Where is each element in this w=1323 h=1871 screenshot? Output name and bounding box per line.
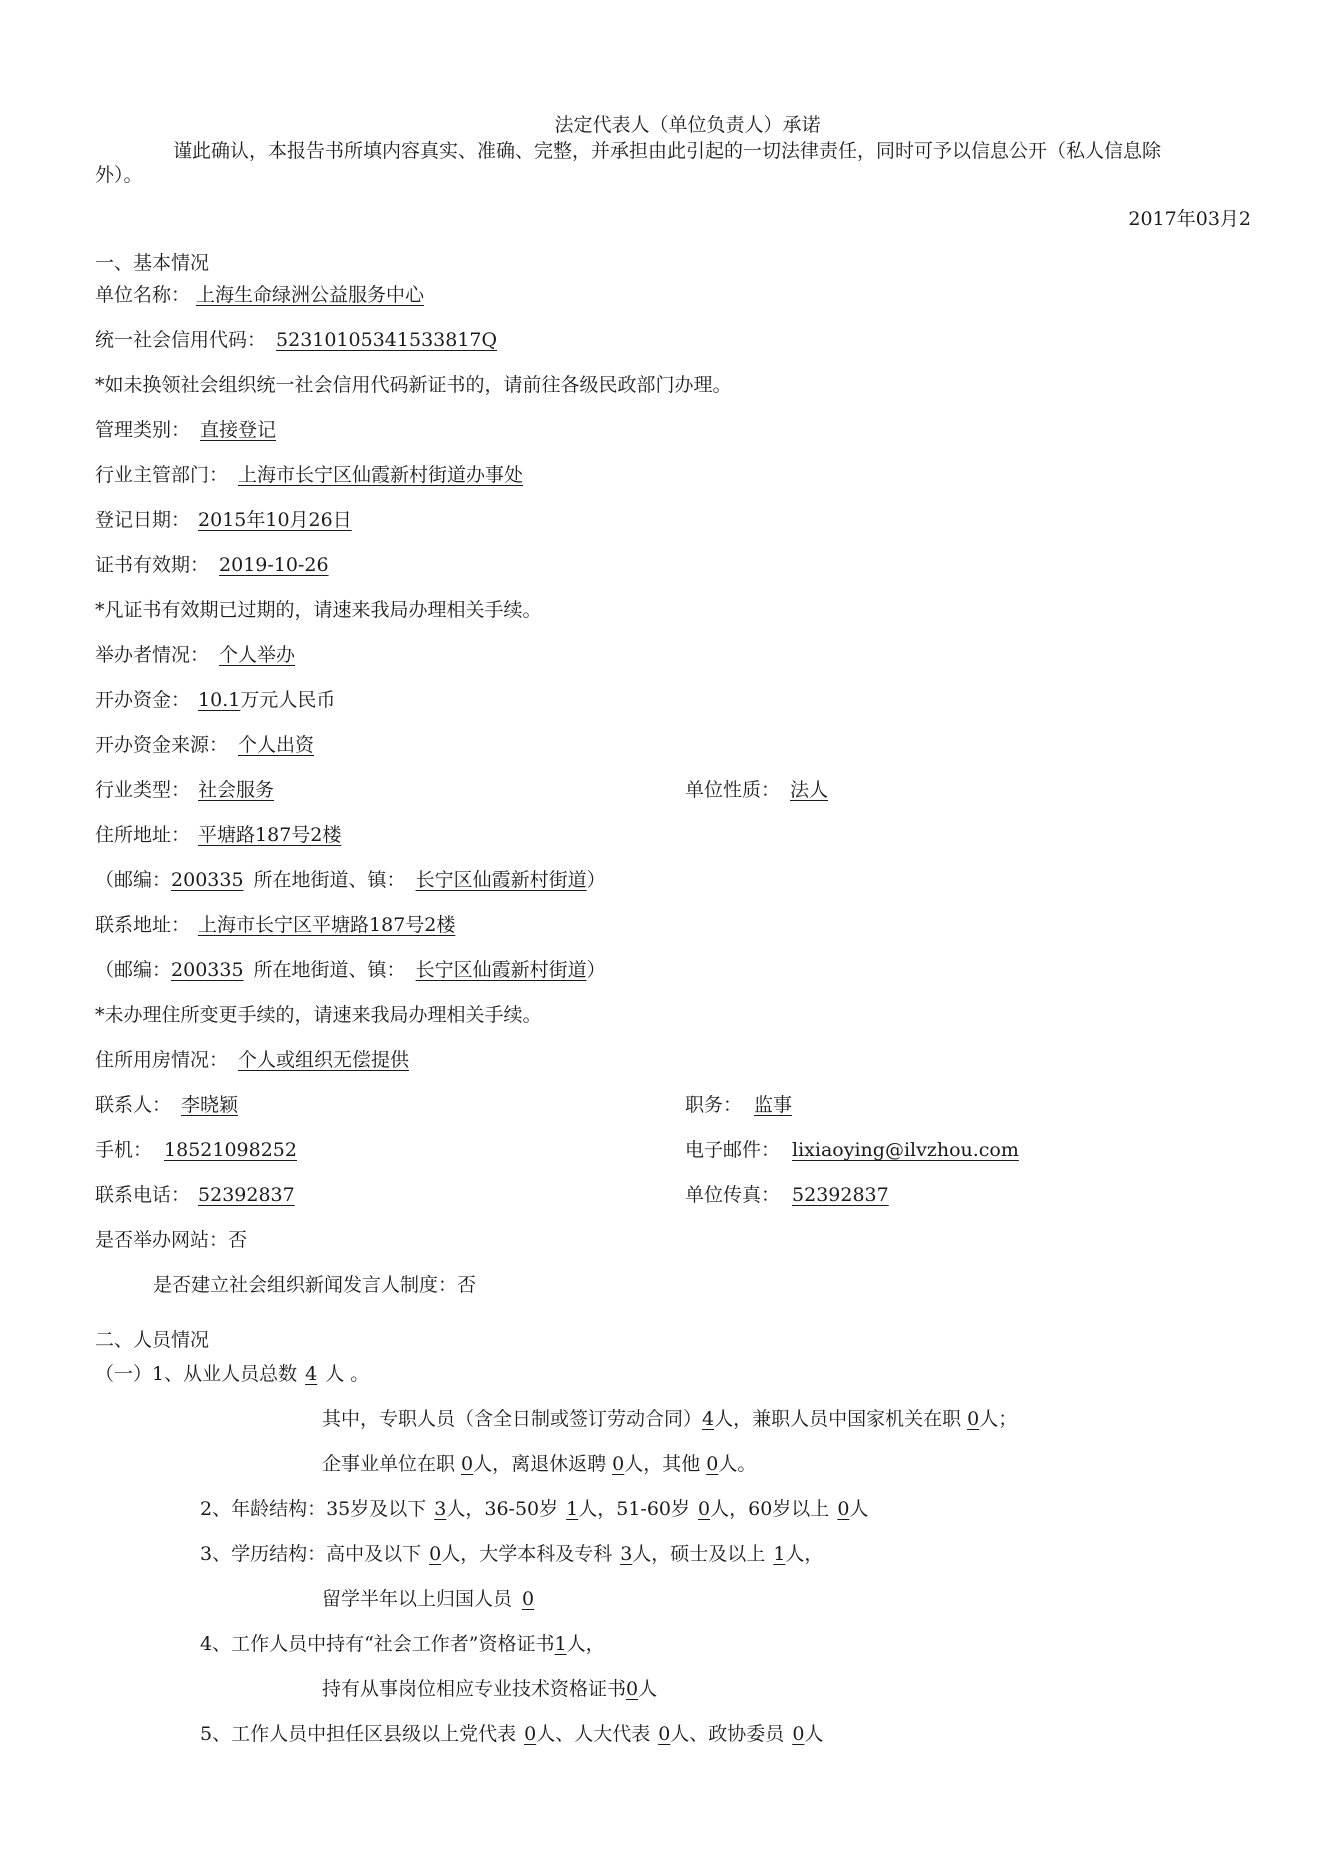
rep-party-value: 0 <box>524 1723 537 1745</box>
staff-total-row <box>95 1362 369 1386</box>
reg-date-row <box>95 508 352 532</box>
edu-prefix: 3、学历结构：高中及以下 <box>200 1543 422 1565</box>
rep-suffix: 人 <box>804 1723 824 1745</box>
contact-address-row <box>95 913 455 937</box>
section-2-heading: 二、人员情况 <box>95 1329 210 1351</box>
staff-total-suffix: 人 。 <box>325 1363 370 1385</box>
social-worker-value: 1 <box>554 1633 567 1655</box>
housing-row <box>95 1048 409 1072</box>
contact-address-value: 上海市长宁区平塘路187号2楼 <box>198 914 456 936</box>
fax-label: 单位传真： <box>685 1184 781 1206</box>
mgmt-type-value: 直接登记 <box>200 419 277 441</box>
contact-value: 李晓颖 <box>181 1094 239 1116</box>
industry-row <box>95 778 274 802</box>
staff-parttime-mid2: 人，其他 <box>624 1453 701 1475</box>
capital-row <box>95 688 335 712</box>
staff-other-value: 0 <box>706 1453 719 1475</box>
cert-valid-value: 2019-10-26 <box>219 554 329 576</box>
reg-date-label: 登记日期： <box>95 509 191 531</box>
street-value-1: 长宁区仙霞新村街道 <box>415 869 587 891</box>
spokesperson-line: 是否建立社会组织新闻发言人制度：否 <box>153 1274 477 1296</box>
age-structure-row <box>200 1497 868 1521</box>
position-label: 职务： <box>685 1094 743 1116</box>
unit-name-label: 单位名称： <box>95 284 191 306</box>
unit-name-value: 上海生命绿洲公益服务中心 <box>196 284 425 306</box>
cert-valid-label: 证书有效期： <box>95 554 210 576</box>
cert-note: *凡证书有效期已过期的，请速来我局办理相关手续。 <box>95 599 542 621</box>
staff-parttime-mid1: 人，离退休返聘 <box>473 1453 607 1475</box>
returnee-prefix: 留学半年以上归国人员 <box>322 1588 513 1610</box>
credit-code-value: 52310105341533817Q <box>276 329 498 351</box>
postcode-row-2 <box>95 958 606 982</box>
staff-parttime-prefix: 企事业单位在职 <box>322 1453 456 1475</box>
street-value-2: 长宁区仙霞新村街道 <box>415 959 587 981</box>
email-value: lixiaoying@ilvzhou.com <box>792 1139 1019 1161</box>
representative-row <box>200 1722 823 1746</box>
returnee-row <box>322 1587 534 1611</box>
section-1-heading: 一、基本情况 <box>95 252 210 274</box>
mobile-label: 手机： <box>95 1139 153 1161</box>
capital-value: 10.1 <box>198 689 241 711</box>
rep-mid2: 人、政协委员 <box>670 1723 785 1745</box>
cert-valid-row <box>95 553 329 577</box>
housing-label: 住所用房情况： <box>95 1049 229 1071</box>
postcode-open-1: （邮编： <box>95 869 172 891</box>
postcode-value-2: 200335 <box>171 959 244 981</box>
tech-cert-value: 0 <box>626 1678 639 1700</box>
edu-mid2: 人，硕士及以上 <box>632 1543 766 1565</box>
staff-gov-value: 0 <box>967 1408 980 1430</box>
reg-date-value: 2015年10月26日 <box>198 509 352 531</box>
mgmt-type-label: 管理类别： <box>95 419 191 441</box>
credit-code-row <box>95 328 497 352</box>
contact-row <box>95 1093 238 1117</box>
fax-row <box>685 1183 889 1207</box>
founder-value: 个人举办 <box>219 644 296 666</box>
address-row <box>95 823 341 847</box>
staff-type-suffix: 人； <box>979 1408 1018 1430</box>
address-label: 住所地址： <box>95 824 191 846</box>
mobile-row <box>95 1138 297 1162</box>
industry-value: 社会服务 <box>198 779 275 801</box>
dept-value: 上海市长宁区仙霞新村街道办事处 <box>238 464 524 486</box>
close-paren-1: ） <box>586 869 606 891</box>
age-mid1: 人，36-50岁 <box>446 1498 559 1520</box>
nature-label: 单位性质： <box>685 779 781 801</box>
postcode-value-1: 200335 <box>171 869 244 891</box>
rep-mid1: 人、人大代表 <box>536 1723 651 1745</box>
social-worker-suffix: 人， <box>566 1633 605 1655</box>
statement-line-1: 谨此确认，本报告书所填内容真实、准确、完整，并承担由此引起的一切法律责任，同时可予以信息公开（私人信息除 <box>173 140 1162 162</box>
capital-label: 开办资金： <box>95 689 191 711</box>
staff-type-mid: 人，兼职人员中国家机关在职 <box>714 1408 962 1430</box>
phone-row <box>95 1183 295 1207</box>
staff-total-prefix: （一）1、从业人员总数 <box>95 1363 298 1385</box>
social-worker-prefix: 4、工作人员中持有“社会工作者”资格证书 <box>200 1633 555 1655</box>
founder-label: 举办者情况： <box>95 644 210 666</box>
edu-master-value: 1 <box>773 1543 786 1565</box>
address-note: *未办理住所变更手续的，请速来我局办理相关手续。 <box>95 1004 542 1026</box>
unit-name-row <box>95 283 424 307</box>
edu-college-value: 3 <box>620 1543 633 1565</box>
contact-address-label: 联系地址： <box>95 914 191 936</box>
staff-total-value: 4 <box>305 1363 318 1385</box>
age-mid3: 人，60岁以上 <box>710 1498 830 1520</box>
age-36-50-value: 1 <box>566 1498 579 1520</box>
staff-parttime-suffix: 人。 <box>718 1453 757 1475</box>
education-row <box>200 1542 823 1566</box>
capital-source-value: 个人出资 <box>238 734 315 756</box>
capital-source-label: 开办资金来源： <box>95 734 229 756</box>
capital-unit: 万元人民币 <box>240 689 336 711</box>
staff-type-prefix: 其中，专职人员（含全日制或签订劳动合同） <box>322 1408 703 1430</box>
nature-value: 法人 <box>790 779 829 801</box>
returnee-value: 0 <box>522 1588 535 1610</box>
phone-label: 联系电话： <box>95 1184 191 1206</box>
tech-cert-prefix: 持有从事岗位相应专业技术资格证书 <box>322 1678 627 1700</box>
staff-retired-value: 0 <box>612 1453 625 1475</box>
document-title: 法定代表人（单位负责人）承诺 <box>554 114 821 136</box>
mobile-value: 18521098252 <box>164 1139 297 1161</box>
age-35-value: 3 <box>434 1498 447 1520</box>
industry-label: 行业类型： <box>95 779 191 801</box>
staff-parttime-row <box>322 1452 756 1476</box>
capital-source-row <box>95 733 314 757</box>
street-label-1: 所在地街道、镇： <box>253 869 406 891</box>
edu-highschool-value: 0 <box>429 1543 442 1565</box>
staff-type-row <box>322 1407 1017 1431</box>
age-prefix: 2、年龄结构：35岁及以下 <box>200 1498 427 1520</box>
email-label: 电子邮件： <box>685 1139 781 1161</box>
nature-row <box>685 778 828 802</box>
mgmt-type-row <box>95 418 276 442</box>
founder-row <box>95 643 295 667</box>
fax-value: 52392837 <box>792 1184 889 1206</box>
contact-label: 联系人： <box>95 1094 172 1116</box>
rep-cppcc-value: 0 <box>792 1723 805 1745</box>
age-suffix: 人 <box>849 1498 869 1520</box>
dept-row <box>95 463 523 487</box>
age-51-60-value: 0 <box>698 1498 711 1520</box>
website-line: 是否举办网站：否 <box>95 1229 248 1251</box>
phone-value: 52392837 <box>198 1184 295 1206</box>
statement-date: 2017年03月2 <box>1128 208 1251 230</box>
edu-suffix: 人， <box>785 1543 824 1565</box>
housing-value: 个人或组织无偿提供 <box>238 1049 410 1071</box>
edu-mid1: 人，大学本科及专科 <box>441 1543 613 1565</box>
tech-cert-row <box>322 1677 657 1701</box>
staff-fulltime-value: 4 <box>702 1408 715 1430</box>
tech-cert-suffix: 人 <box>638 1678 658 1700</box>
rep-npc-value: 0 <box>658 1723 671 1745</box>
age-mid2: 人，51-60岁 <box>578 1498 691 1520</box>
dept-label: 行业主管部门： <box>95 464 229 486</box>
social-worker-row <box>200 1632 605 1656</box>
address-value: 平塘路187号2楼 <box>198 824 342 846</box>
postcode-open-2: （邮编： <box>95 959 172 981</box>
credit-code-note: *如未换领社会组织统一社会信用代码新证书的，请前往各级民政部门办理。 <box>95 374 732 396</box>
statement-line-2: 外）。 <box>95 164 143 186</box>
street-label-2: 所在地街道、镇： <box>253 959 406 981</box>
staff-enterprise-value: 0 <box>461 1453 474 1475</box>
rep-prefix: 5、工作人员中担任区县级以上党代表 <box>200 1723 517 1745</box>
email-row <box>685 1138 1019 1162</box>
position-row <box>685 1093 792 1117</box>
close-paren-2: ） <box>586 959 606 981</box>
age-60-plus-value: 0 <box>837 1498 850 1520</box>
position-value: 监事 <box>754 1094 793 1116</box>
postcode-row-1 <box>95 868 606 892</box>
credit-code-label: 统一社会信用代码： <box>95 329 267 351</box>
